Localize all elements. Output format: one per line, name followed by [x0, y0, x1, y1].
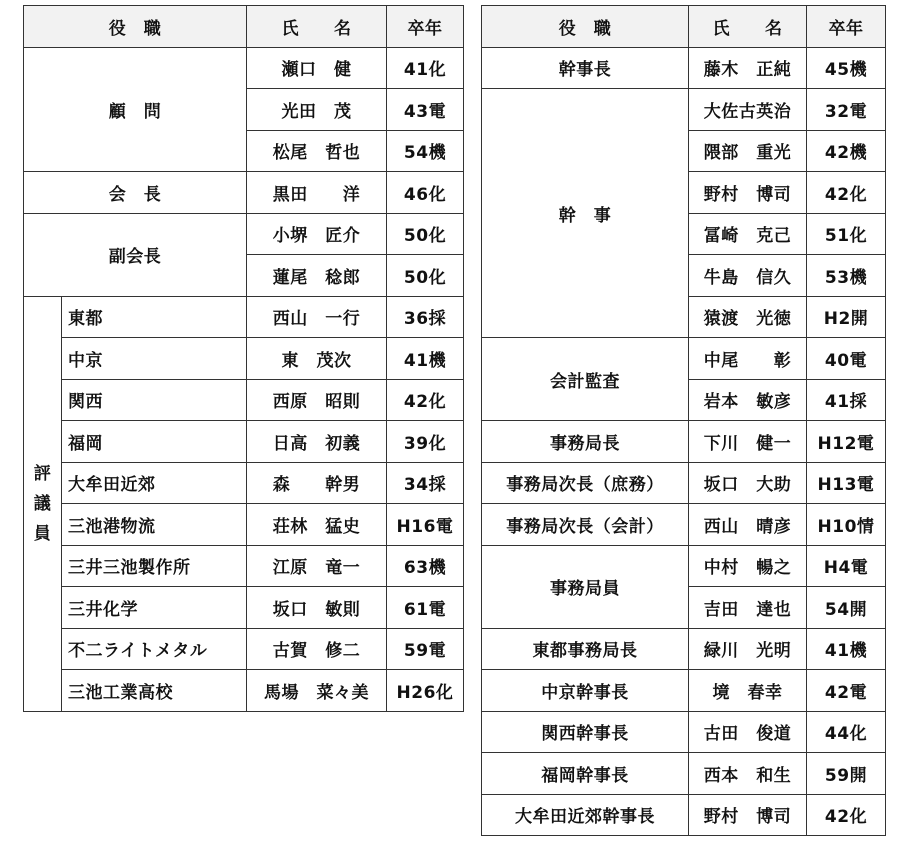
- name-cell: 岩本 敏彦: [689, 379, 807, 421]
- name-cell: 東 茂次: [247, 338, 387, 380]
- branch-cell: 東都: [62, 296, 247, 338]
- year-cell: H4電: [807, 545, 886, 587]
- name-cell: 隈部 重光: [689, 130, 807, 172]
- year-cell: 41化: [387, 47, 464, 89]
- name-cell: 冨崎 克己: [689, 213, 807, 255]
- branch-cell: 中京: [62, 338, 247, 380]
- name-cell: 古田 俊道: [689, 711, 807, 753]
- officers-table-left: [23, 5, 464, 712]
- name-cell: 牛島 信久: [689, 255, 807, 297]
- name-cell: 西山 一行: [247, 296, 387, 338]
- name-cell: 瀬口 健: [247, 47, 387, 89]
- role-cell: 関西幹事長: [482, 711, 689, 753]
- table-row: [24, 670, 464, 712]
- name-cell: 中尾 彰: [689, 338, 807, 380]
- role-cell: 大牟田近郊幹事長: [482, 794, 689, 836]
- table-row: [24, 504, 464, 546]
- year-cell: 45機: [807, 47, 886, 89]
- table-row: [482, 47, 886, 89]
- year-cell: 34採: [387, 462, 464, 504]
- year-cell: 59電: [387, 628, 464, 670]
- role-cell: 東都事務局長: [482, 628, 689, 670]
- header-row: [482, 6, 886, 48]
- year-cell: 54開: [807, 587, 886, 629]
- branch-cell: 福岡: [62, 421, 247, 463]
- header-year: 卒年: [387, 6, 464, 48]
- year-cell: 63機: [387, 545, 464, 587]
- name-cell: 藤木 正純: [689, 47, 807, 89]
- name-cell: 西本 和生: [689, 753, 807, 795]
- name-cell: 下川 健一: [689, 421, 807, 463]
- table-row: [482, 545, 886, 587]
- name-cell: 黒田 洋: [247, 172, 387, 214]
- table-row: [482, 753, 886, 795]
- name-cell: 森 幹男: [247, 462, 387, 504]
- name-cell: 緑川 光明: [689, 628, 807, 670]
- year-cell: 39化: [387, 421, 464, 463]
- table-row: [24, 587, 464, 629]
- table-row: [24, 213, 464, 255]
- table-row: [482, 462, 886, 504]
- role-cell: 副会長: [24, 213, 247, 296]
- name-cell: 中村 暢之: [689, 545, 807, 587]
- branch-cell: 三池港物流: [62, 504, 247, 546]
- branch-cell: 不二ライトメタル: [62, 628, 247, 670]
- name-cell: 野村 博司: [689, 794, 807, 836]
- year-cell: 42化: [807, 794, 886, 836]
- branch-cell: 大牟田近郊: [62, 462, 247, 504]
- header-row: [24, 6, 464, 48]
- year-cell: 44化: [807, 711, 886, 753]
- year-cell: 41採: [807, 379, 886, 421]
- year-cell: H10情: [807, 504, 886, 546]
- year-cell: 41機: [387, 338, 464, 380]
- header-name: 氏 名: [689, 6, 807, 48]
- year-cell: 54機: [387, 130, 464, 172]
- branch-cell: 三井三池製作所: [62, 545, 247, 587]
- role-cell: 事務局次長（会計）: [482, 504, 689, 546]
- year-cell: H2開: [807, 296, 886, 338]
- table-row: [482, 628, 886, 670]
- table-row: [482, 670, 886, 712]
- name-cell: 荘林 猛史: [247, 504, 387, 546]
- officers-table-right: [481, 5, 886, 836]
- year-cell: 51化: [807, 213, 886, 255]
- branch-cell: 三井化学: [62, 587, 247, 629]
- header-name: 氏 名: [247, 6, 387, 48]
- year-cell: 50化: [387, 213, 464, 255]
- table-row: [482, 794, 886, 836]
- header-year: 卒年: [807, 6, 886, 48]
- table-row: [482, 421, 886, 463]
- role-cell: 幹事長: [482, 47, 689, 89]
- name-cell: 日高 初義: [247, 421, 387, 463]
- year-cell: 50化: [387, 255, 464, 297]
- councilor-label: [24, 296, 62, 711]
- councilor-label-char: 評: [33, 463, 52, 484]
- table-row: [24, 172, 464, 214]
- year-cell: 32電: [807, 89, 886, 131]
- name-cell: 西山 晴彦: [689, 504, 807, 546]
- name-cell: 大佐古英治: [689, 89, 807, 131]
- year-cell: 36採: [387, 296, 464, 338]
- year-cell: 42化: [387, 379, 464, 421]
- year-cell: H13電: [807, 462, 886, 504]
- table-row: [24, 462, 464, 504]
- role-cell: 幹 事: [482, 89, 689, 338]
- year-cell: 61電: [387, 587, 464, 629]
- name-cell: 古賀 修二: [247, 628, 387, 670]
- year-cell: 42機: [807, 130, 886, 172]
- table-row: [482, 504, 886, 546]
- name-cell: 西原 昭則: [247, 379, 387, 421]
- year-cell: 41機: [807, 628, 886, 670]
- name-cell: 江原 竜一: [247, 545, 387, 587]
- name-cell: 小堺 匠介: [247, 213, 387, 255]
- name-cell: 野村 博司: [689, 172, 807, 214]
- name-cell: 吉田 達也: [689, 587, 807, 629]
- name-cell: 馬場 菜々美: [247, 670, 387, 712]
- name-cell: 坂口 敏則: [247, 587, 387, 629]
- table-row: [24, 545, 464, 587]
- year-cell: 53機: [807, 255, 886, 297]
- role-cell: 事務局次長（庶務）: [482, 462, 689, 504]
- year-cell: 42化: [807, 172, 886, 214]
- name-cell: 松尾 哲也: [247, 130, 387, 172]
- year-cell: H16電: [387, 504, 464, 546]
- name-cell: 坂口 大助: [689, 462, 807, 504]
- header-role: 役 職: [482, 6, 689, 48]
- table-row: [482, 89, 886, 131]
- councilor-label-char: 議: [33, 493, 52, 514]
- table-row: [482, 338, 886, 380]
- year-cell: 42電: [807, 670, 886, 712]
- table-row: [482, 711, 886, 753]
- role-cell: 中京幹事長: [482, 670, 689, 712]
- table-row: [24, 421, 464, 463]
- year-cell: 46化: [387, 172, 464, 214]
- header-role: 役 職: [24, 6, 247, 48]
- role-cell: 会 長: [24, 172, 247, 214]
- year-cell: H26化: [387, 670, 464, 712]
- name-cell: 蓮尾 稔郎: [247, 255, 387, 297]
- table-row: [24, 296, 464, 338]
- table-row: [24, 628, 464, 670]
- role-cell: 事務局長: [482, 421, 689, 463]
- councilor-label-char: 員: [33, 523, 52, 544]
- role-cell: 会計監査: [482, 338, 689, 421]
- role-cell: 顧 問: [24, 47, 247, 172]
- year-cell: H12電: [807, 421, 886, 463]
- year-cell: 43電: [387, 89, 464, 131]
- table-row: [24, 379, 464, 421]
- name-cell: 境 春幸: [689, 670, 807, 712]
- branch-cell: 三池工業高校: [62, 670, 247, 712]
- year-cell: 40電: [807, 338, 886, 380]
- table-row: [24, 338, 464, 380]
- role-cell: 福岡幹事長: [482, 753, 689, 795]
- name-cell: 光田 茂: [247, 89, 387, 131]
- name-cell: 猿渡 光徳: [689, 296, 807, 338]
- year-cell: 59開: [807, 753, 886, 795]
- role-cell: 事務局員: [482, 545, 689, 628]
- branch-cell: 関西: [62, 379, 247, 421]
- table-row: [24, 47, 464, 89]
